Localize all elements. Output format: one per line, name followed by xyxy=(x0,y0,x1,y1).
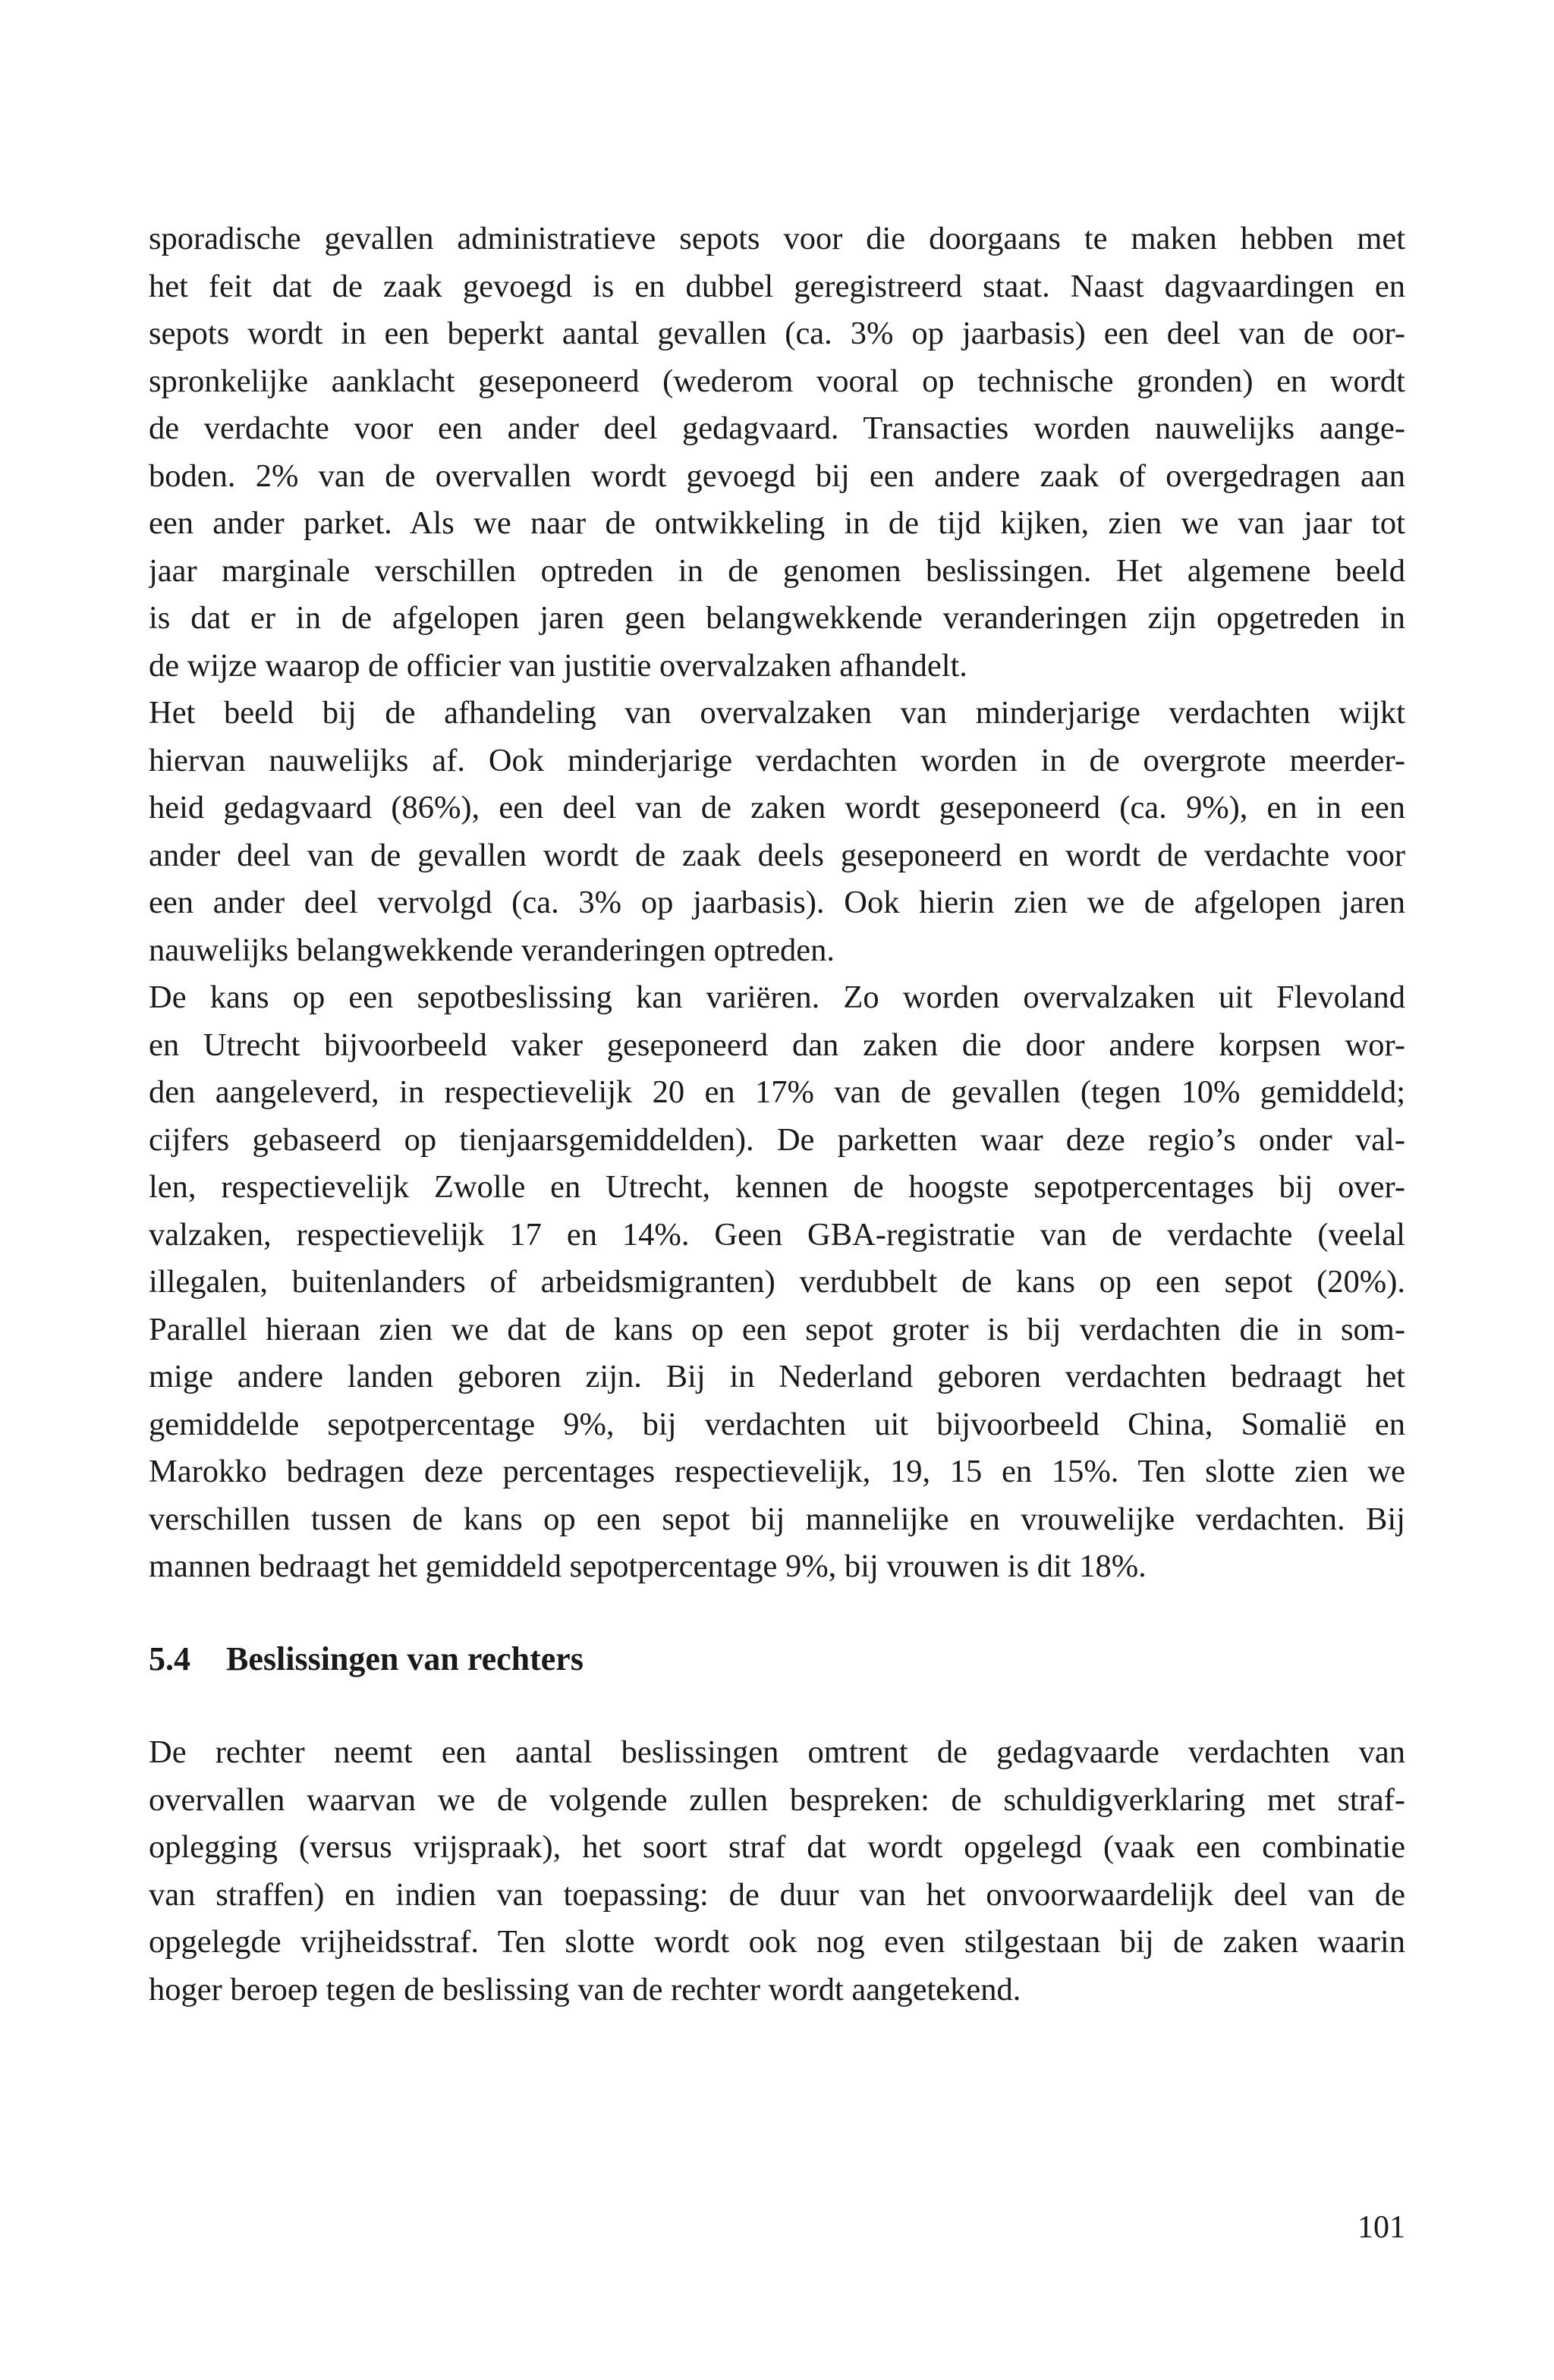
section-heading xyxy=(149,1633,584,1686)
text-line: illegalen, buitenlanders of arbeidsmigranten) verdubbelt de kans op een sepot (20%). xyxy=(149,1264,1405,1300)
text-line: de verdachte voor een ander deel gedagvaard. Transacties worden nauwelijks aange- xyxy=(149,410,1405,446)
text-line: jaar marginale verschillen optreden in de genomen beslissingen. Het algemene beeld xyxy=(149,552,1405,589)
text-line: ander deel van de gevallen wordt de zaak deels geseponeerd en wordt de verdachte voor xyxy=(149,837,1405,873)
text-line: heid gedagvaard (86%), een deel van de zaken wordt geseponeerd (ca. 9%), en in een xyxy=(149,790,1405,825)
text-line: De rechter neemt een aantal beslissingen omtrent de gedagvaarde verdachten van xyxy=(149,1734,1405,1770)
text-line: boden. 2% van de overvallen wordt gevoegd bij een andere zaak of overgedragen aan xyxy=(149,457,1405,494)
page-number: 101 xyxy=(1357,2210,1405,2245)
text-line: valzaken, respectievelijk 17 en 14%. Geen GBA-registratie van de verdachte (veelal xyxy=(149,1216,1405,1253)
section-number: 5.4 xyxy=(149,1640,190,1677)
text-line: spronkelijke aanklacht geseponeerd (wederom vooral op technische gronden) en wordt xyxy=(149,363,1405,399)
text-line: van straffen) en indien van toepassing: de duur van het onvoorwaardelijk deel van de xyxy=(149,1876,1405,1913)
text-line: den aangeleverd, in respectievelijk 20 en 17% van de gevallen (tegen 10% gemiddeld; xyxy=(149,1074,1405,1110)
text-line: sporadische gevallen administratieve sepots voor die doorgaans te maken hebben met xyxy=(149,221,1405,256)
text-line: gemiddelde sepotpercentage 9%, bij verdachten uit bijvoorbeeld China, Somalië en xyxy=(149,1406,1405,1442)
text-line: hiervan nauwelijks af. Ook minderjarige verdachten worden in de overgrote meerder- xyxy=(149,742,1405,778)
text-line: en Utrecht bijvoorbeeld vaker geseponeerd dan zaken die door andere korpsen wor- xyxy=(149,1027,1405,1063)
text-line: hoger beroep tegen de beslissing van de rechter wordt aangetekend. xyxy=(149,1971,1021,2007)
text-line: opgelegde vrijheidsstraf. Ten slotte wordt ook nog even stilgestaan bij de zaken waarin xyxy=(149,1924,1405,1960)
text-line: sepots wordt in een beperkt aantal gevallen (ca. 3% op jaarbasis) een deel van de oor- xyxy=(149,316,1405,351)
text-line: oplegging (versus vrijspraak), het soort straf dat wordt opgelegd (vaak een combinatie xyxy=(149,1829,1405,1865)
text-line: mige andere landen geboren zijn. Bij in Nederland geboren verdachten bedraagt het xyxy=(149,1359,1405,1394)
text-line: De kans op een sepotbeslissing kan variëren. Zo worden overvalzaken uit Flevoland xyxy=(149,979,1405,1015)
text-line: cijfers gebaseerd op tienjaarsgemiddelden). De parketten waar deze regio’s onder val- xyxy=(149,1121,1405,1158)
text-line: nauwelijks belangwekkende veranderingen optreden. xyxy=(149,932,835,968)
body-text xyxy=(149,215,1405,1591)
text-line: Parallel hieraan zien we dat de kans op een sepot groter is bij verdachten die in som- xyxy=(149,1311,1405,1347)
text-line: een ander deel vervolgd (ca. 3% op jaarbasis). Ook hierin zien we de afgelopen jaren xyxy=(149,885,1405,920)
text-line: mannen bedraagt het gemiddeld sepotpercentage 9%, bij vrouwen is dit 18%. xyxy=(149,1548,1147,1584)
paragraph-3 xyxy=(149,974,1405,1591)
text-line: overvallen waarvan we de volgende zullen bespreken: de schuldigverklaring met straf- xyxy=(149,1781,1405,1818)
text-line: len, respectievelijk Zwolle en Utrecht, kennen de hoogste sepotpercentages bij over- xyxy=(149,1169,1405,1205)
text-line: de wijze waarop de officier van justitie overvalzaken afhandelt. xyxy=(149,647,967,684)
text-line: Marokko bedragen deze percentages respectievelijk, 19, 15 en 15%. Ten slotte zien we xyxy=(149,1454,1405,1489)
text-line: een ander parket. Als we naar de ontwikkeling in de tijd kijken, zien we van jaar tot xyxy=(149,505,1405,541)
text-line: is dat er in de afgelopen jaren geen belangwekkende veranderingen zijn opgetreden in xyxy=(149,600,1405,636)
section-title: Beslissingen van rechters xyxy=(226,1640,584,1677)
text-line: het feit dat de zaak gevoegd is en dubbel geregistreerd staat. Naast dagvaardingen en xyxy=(149,268,1405,304)
text-line: Het beeld bij de afhandeling van overvalzaken van minderjarige verdachten wijkt xyxy=(149,695,1405,731)
text-line: verschillen tussen de kans op een sepot bij mannelijke en vrouwelijke verdachten. Bij xyxy=(149,1501,1405,1537)
paragraph-2 xyxy=(149,690,1405,974)
section-paragraph xyxy=(149,1729,1405,2014)
paragraph-1 xyxy=(149,215,1405,690)
